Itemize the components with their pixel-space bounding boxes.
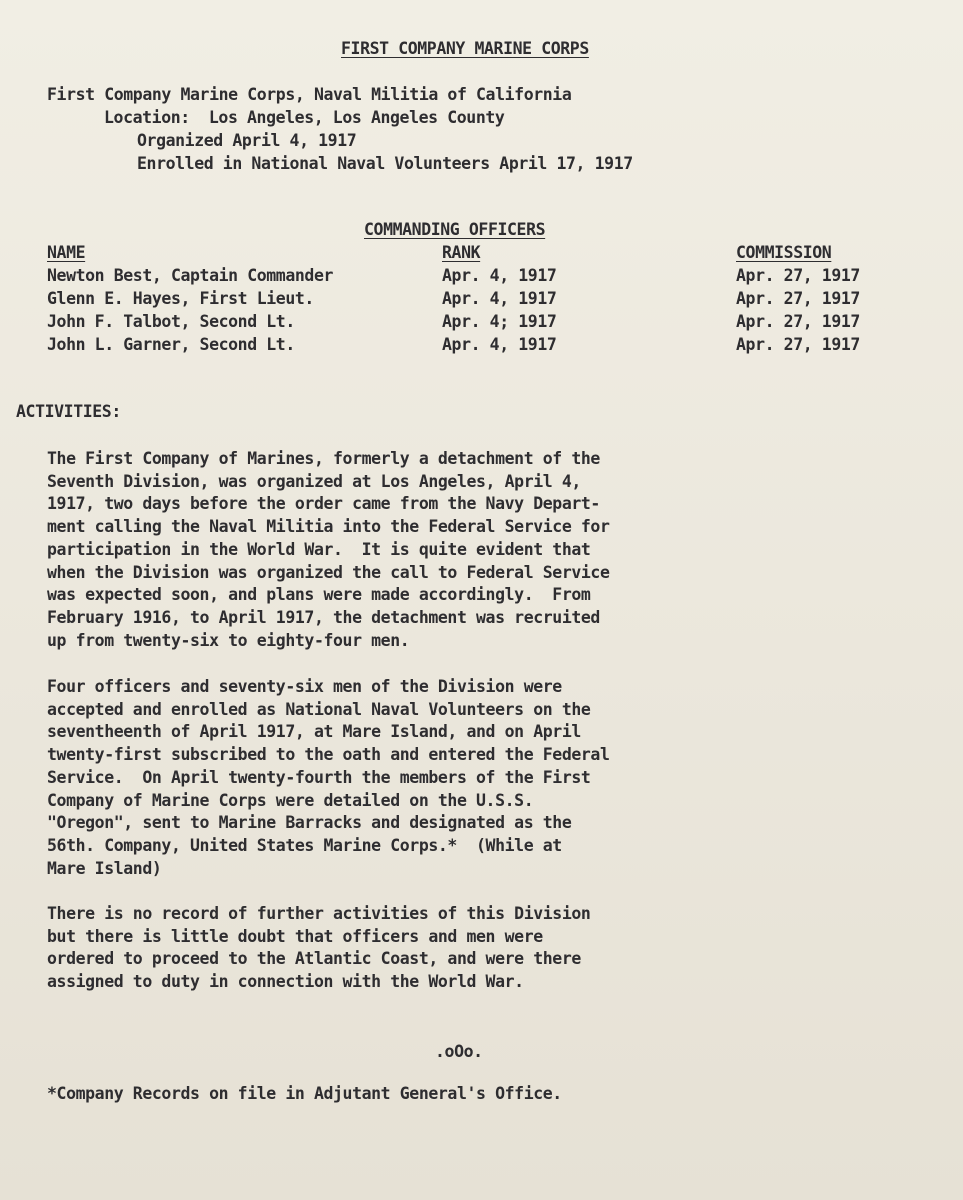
header-line-unit: First Company Marine Corps, Naval Militia of California [47,85,572,104]
column-header-name: NAME [47,243,86,262]
officer-commission-date: Apr. 27, 1917 [736,312,860,331]
paragraph-line: Service. On April twenty-fourth the members of the First [47,767,591,787]
activities-paragraph-3 [47,903,747,994]
paragraph-line: "Oregon", sent to Marine Barracks and designated as the [47,813,572,833]
paragraph-line: Company of Marine Corps were detailed on the U.S.S. [47,790,534,810]
officer-name: Glenn E. Hayes, First Lieut. [47,289,314,308]
paragraph-line: Mare Island) [47,858,162,878]
column-header-commission: COMMISSION [736,243,832,262]
paragraph-line: February 1916, to April 1917, the detachment was recruited [47,607,600,627]
paragraph-line: accepted and enrolled as National Naval Volunteers on the [47,699,591,719]
officer-name: John L. Garner, Second Lt. [47,335,295,354]
paragraph-line: twenty-first subscribed to the oath and entered the Federal [47,745,610,765]
officer-rank-date: Apr. 4, 1917 [442,335,557,354]
header-line-enrolled: Enrolled in National Naval Volunteers April 17, 1917 [137,154,633,173]
paragraph-line: up from twenty-six to eighty-four men. [47,630,410,650]
header-line-location: Location: Los Angeles, Los Angeles County [104,108,505,127]
paragraph-line: assigned to duty in connection with the World War. [47,972,524,992]
officer-rank-date: Apr. 4, 1917 [442,266,557,285]
document-title: FIRST COMPANY MARINE CORPS [341,39,589,58]
officer-commission-date: Apr. 27, 1917 [736,335,860,354]
paragraph-line: Seventh Division, was organized at Los Angeles, April 4, [47,471,581,491]
paragraph-line: but there is little doubt that officers and men were [47,926,543,946]
officer-rank-date: Apr. 4; 1917 [442,312,557,331]
paragraph-line: seventheenth of April 1917, at Mare Island, and on April [47,722,581,742]
header-line-organized: Organized April 4, 1917 [137,131,357,150]
officer-name: John F. Talbot, Second Lt. [47,312,295,331]
paragraph-line: Four officers and seventy-six men of the Division were [47,677,562,696]
column-header-rank: RANK [442,243,481,262]
officers-heading: COMMANDING OFFICERS [364,220,546,239]
section-separator: .oOo. [435,1042,483,1061]
officer-commission-date: Apr. 27, 1917 [736,289,860,308]
paragraph-line: ment calling the Naval Militia into the Federal Service for [47,517,610,537]
officer-name: Newton Best, Captain Commander [47,266,334,285]
paragraph-line: The First Company of Marines, formerly a detachment of the [47,449,600,468]
activities-paragraph-1 [47,448,747,652]
officer-rank-date: Apr. 4, 1917 [442,289,557,308]
paragraph-line: when the Division was organized the call to Federal Service [47,562,610,582]
paragraph-line: 56th. Company, United States Marine Corps.* (While at [47,835,562,855]
paragraph-line: was expected soon, and plans were made accordingly. From [47,585,591,605]
paragraph-line: participation in the World War. It is quite evident that [47,539,591,559]
footnote: *Company Records on file in Adjutant General's Office. [47,1084,562,1103]
paragraph-line: 1917, two days before the order came from the Navy Depart- [47,494,600,514]
paragraph-line: There is no record of further activities of this Division [47,904,591,923]
paragraph-line: ordered to proceed to the Atlantic Coast, and were there [47,949,581,969]
activities-heading: ACTIVITIES: [16,402,121,421]
officer-commission-date: Apr. 27, 1917 [736,266,860,285]
activities-paragraph-2 [47,676,747,880]
